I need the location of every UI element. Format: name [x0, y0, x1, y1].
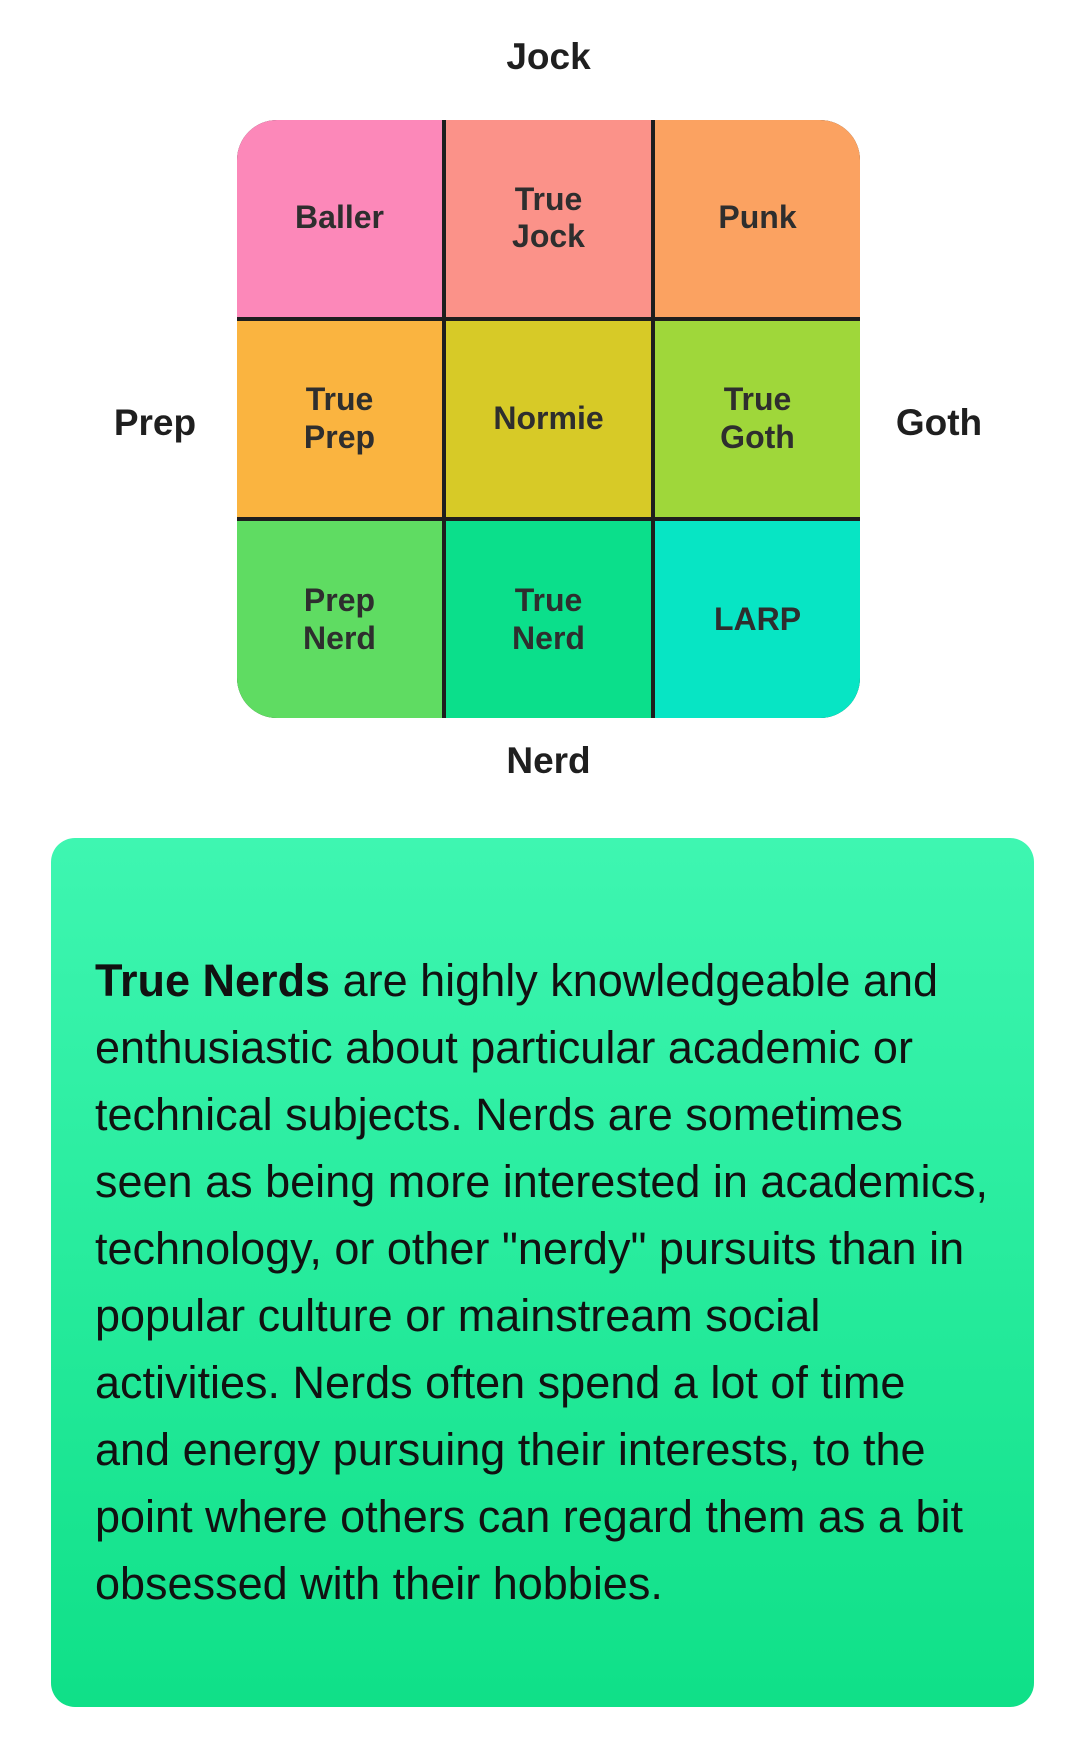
- cell-label-line: Punk: [718, 199, 797, 236]
- cell-label-line: Goth: [720, 418, 795, 455]
- cell-label-line: LARP: [713, 600, 802, 637]
- cell-label-true-jock: [512, 181, 585, 257]
- cell-label-true-prep: [304, 381, 375, 457]
- grid-cell-normie: [446, 321, 651, 518]
- description-card: [51, 838, 1034, 1707]
- axis-label-prep: Prep: [113, 402, 197, 443]
- cell-label-line: True: [305, 381, 374, 418]
- cell-label-true-nerd: [512, 582, 585, 658]
- cell-label-line: Normie: [493, 400, 604, 437]
- cell-label-line: Baller: [295, 199, 384, 236]
- alignment-grid: [237, 120, 860, 718]
- cell-label-larp: [714, 601, 801, 639]
- grid-cell-baller: [237, 120, 442, 317]
- grid-cell-true-jock: [446, 120, 651, 317]
- cell-label-true-goth: [720, 381, 795, 457]
- cell-label-normie: [493, 400, 603, 438]
- description-body: are highly knowledgeable and enthusiastic about particular academic or technical subjects. Nerds are sometimes seen as being more interested in academics, technology, or other "nerdy" pursuits than in popular culture or mainstream social activities. Nerds often spend a lot of time and energy pursuing their interests, to the point where others can regard them as a bit obsessed with their hobbies.: [95, 955, 988, 1610]
- cell-label-line: Prep: [303, 418, 376, 455]
- description-text: [95, 947, 990, 1617]
- cell-label-line: Prep: [303, 581, 376, 618]
- axis-label-goth: Goth: [895, 402, 983, 443]
- description-lead: True Nerds: [95, 955, 331, 1006]
- grid-cell-true-nerd: [446, 521, 651, 718]
- cell-label-line: Nerd: [303, 619, 376, 656]
- axis-label-nerd: Nerd: [506, 740, 591, 781]
- grid-cell-larp: [655, 521, 860, 718]
- grid-cell-true-goth: [655, 321, 860, 518]
- cell-label-line: True: [723, 381, 792, 418]
- cell-label-line: Jock: [512, 218, 585, 255]
- cell-label-line: True: [514, 581, 583, 618]
- cell-label-prep-nerd: [303, 582, 376, 658]
- cell-label-line: Nerd: [512, 619, 585, 656]
- axis-label-jock: Jock: [506, 36, 591, 77]
- grid-cell-prep-nerd: [237, 521, 442, 718]
- cell-label-line: True: [514, 180, 583, 217]
- grid-cell-true-prep: [237, 321, 442, 518]
- cell-label-punk: [718, 199, 796, 237]
- grid-cell-punk: [655, 120, 860, 317]
- cell-label-baller: [295, 199, 384, 237]
